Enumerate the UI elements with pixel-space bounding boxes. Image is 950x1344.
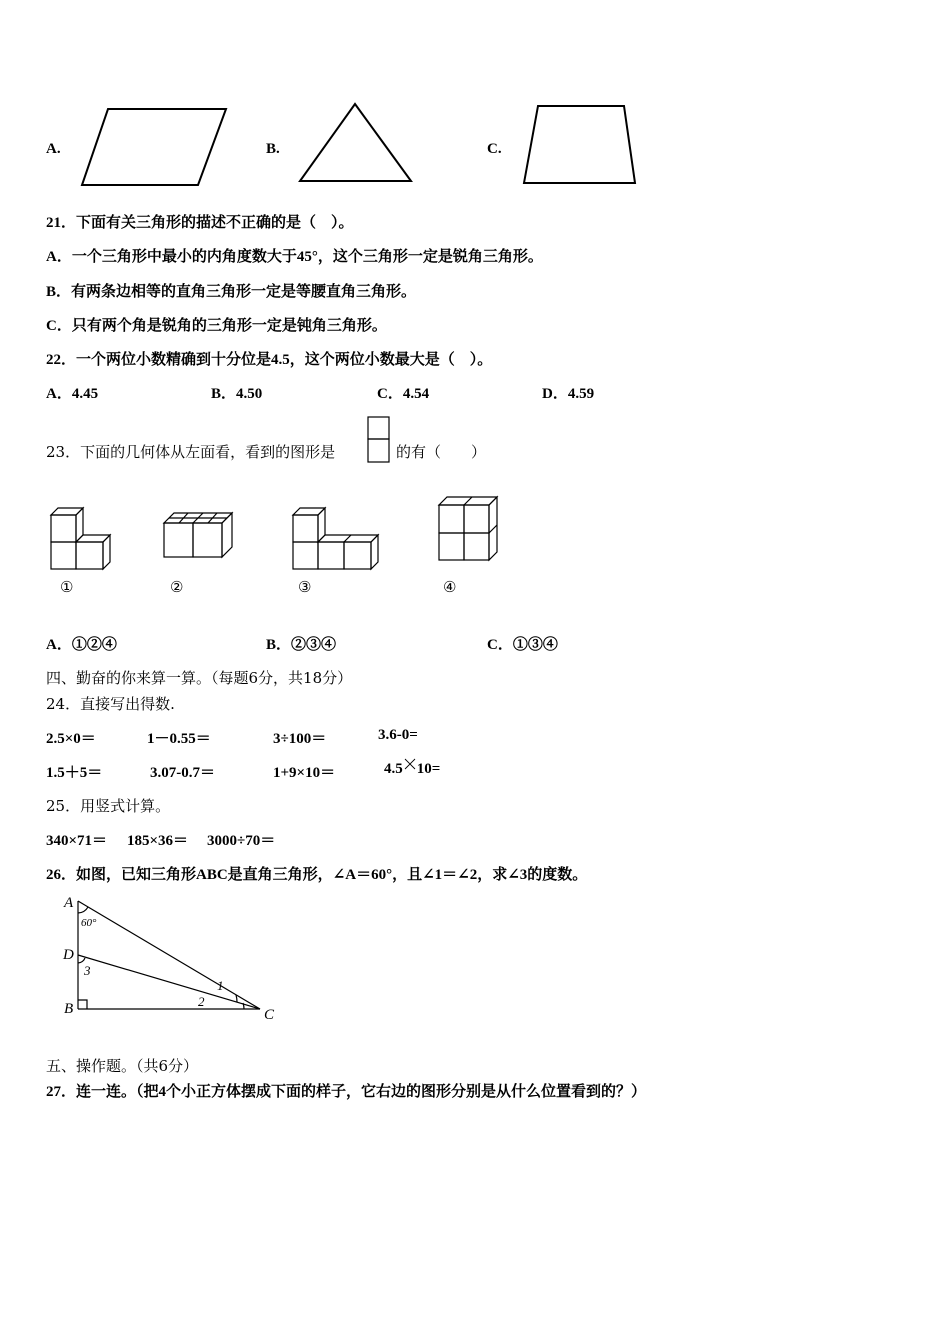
cube-figure-1-label: ① xyxy=(60,578,74,596)
calc-25-2: 185×36＝ xyxy=(127,833,189,849)
question-22-option-a: A．4.45 xyxy=(46,386,99,402)
question-23-stem-after: 的有（ ） xyxy=(396,443,487,461)
vertex-d-label: D xyxy=(63,947,74,963)
calc-24-7: 1+9×10＝ xyxy=(273,765,336,781)
section-4-heading: 四、勤奋的你来算一算。（每题6分，共18分） xyxy=(46,669,353,687)
right-triangle-abc-figure xyxy=(60,893,290,1028)
cube-figure-3 xyxy=(290,505,380,575)
question-23-stem xyxy=(46,441,335,462)
question-22-stem: 22．一个两位小数精确到十分位是4.5，这个两位小数最大是（ ）。 xyxy=(46,352,493,368)
question-21-option-c: C．只有两个角是锐角的三角形一定是钝角三角形。 xyxy=(46,318,387,334)
vertex-b-label: B xyxy=(64,1001,74,1017)
calc-24-2: 1－0.55＝ xyxy=(147,731,211,747)
two-stacked-squares-icon xyxy=(367,416,391,466)
angle-2-label: 2 xyxy=(198,994,205,1009)
section-5-heading: 五、操作题。（共6分） xyxy=(46,1057,199,1075)
trapezoid-figure xyxy=(522,104,638,186)
calc-25-1: 340×71＝ xyxy=(46,833,108,849)
question-22-option-d: D．4.59 xyxy=(542,386,595,402)
calc-24-8-left: 4.5 xyxy=(384,761,403,777)
cube-figure-4 xyxy=(436,495,502,565)
option-c-label: C. xyxy=(487,141,502,157)
cube-figure-2-label: ② xyxy=(170,578,184,596)
vertex-a-label: A xyxy=(64,895,74,911)
triangle-figure xyxy=(298,102,414,184)
cube-figure-2 xyxy=(162,510,237,565)
option-a-label: A. xyxy=(46,141,61,157)
question-25-stem: 25．用竖式计算。 xyxy=(46,797,171,815)
calc-24-3: 3÷100＝ xyxy=(273,731,327,747)
question-24-stem: 24．直接写出得数. xyxy=(46,695,175,713)
cube-figure-1 xyxy=(46,505,116,575)
option-b-label: B. xyxy=(266,141,280,157)
angle-a-label: 60° xyxy=(81,917,97,929)
question-21-option-b: B．有两条边相等的直角三角形一定是等腰直角三角形。 xyxy=(46,284,417,300)
question-22-option-b: B．4.50 xyxy=(211,386,263,402)
calc-24-8-right: 10= xyxy=(416,761,441,777)
question-21-stem: 21．下面有关三角形的描述不正确的是（ ）。 xyxy=(46,215,354,231)
calc-24-5: 1.5＋5＝ xyxy=(46,765,103,781)
question-21-option-a: A．一个三角形中最小的内角度数大于45°，这个三角形一定是锐角三角形。 xyxy=(46,249,543,265)
question-27-stem: 27．连一连。（把4个小正方体摆成下面的样子，它右边的图形分别是从什么位置看到的？） xyxy=(46,1084,647,1100)
cube-figure-3-label: ③ xyxy=(298,578,312,596)
question-26-stem: 26．如图，已知三角形ABC是直角三角形，∠A＝60°，且∠1＝∠2，求∠3的度数。 xyxy=(46,867,588,883)
cube-figure-4-label: ④ xyxy=(443,578,457,596)
calc-24-4: 3.6-0= xyxy=(378,727,418,743)
vertex-c-label: C xyxy=(264,1007,275,1023)
question-23-option-b: B．②③④ xyxy=(266,637,337,653)
angle-3-label: 3 xyxy=(84,963,91,978)
calc-24-1: 2.5×0＝ xyxy=(46,731,96,747)
question-22-option-c: C．4.54 xyxy=(377,386,430,402)
calc-25-3: 3000÷70＝ xyxy=(207,833,276,849)
parallelogram-figure xyxy=(80,108,230,188)
angle-1-label: 1 xyxy=(217,978,224,993)
multiply-sign-icon xyxy=(403,757,417,771)
question-23-option-c: C．①③④ xyxy=(487,637,558,653)
question-23-option-a: A．①②④ xyxy=(46,637,117,653)
calc-24-8 xyxy=(384,761,440,778)
calc-24-6: 3.07-0.7＝ xyxy=(150,765,215,781)
question-23-stem-before: 23．下面的几何体从左面看，看到的图形是 xyxy=(46,443,336,461)
